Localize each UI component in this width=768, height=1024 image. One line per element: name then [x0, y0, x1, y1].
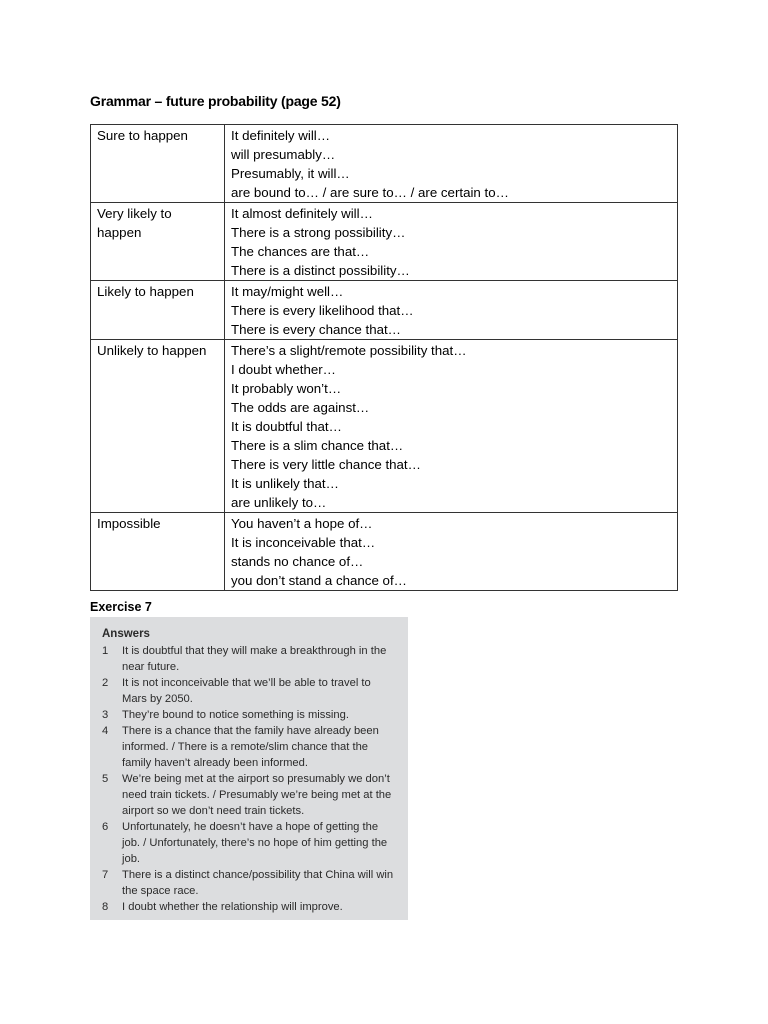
answer-item: [102, 643, 396, 675]
answer-item: [102, 723, 396, 771]
expression-text: There’s a slight/remote possibility that…: [231, 343, 467, 358]
expression-text: There is very little chance that…: [231, 457, 421, 472]
expressions-cell: [225, 281, 678, 340]
answers-heading: Answers: [102, 628, 150, 640]
expressions-cell: [225, 125, 678, 203]
table-row: [91, 125, 678, 203]
table-row: [91, 281, 678, 340]
expression-text: There is a strong possibility…: [231, 225, 406, 240]
answer-text: I doubt whether the relationship will improve.: [122, 901, 343, 913]
expression-text: It is doubtful that…: [231, 419, 342, 434]
answer-item: [102, 867, 396, 899]
answer-text: It is doubtful that they will make a breakthrough in the near future.: [122, 645, 387, 673]
answer-text: We’re being met at the airport so presumably we don’t need train tickets. / Presumably we’re being met at the airport so we don’t need train tickets.: [122, 773, 392, 817]
expression-text: It almost definitely will…: [231, 206, 373, 221]
probability-table: [90, 124, 678, 591]
expression-text: are unlikely to…: [231, 495, 327, 510]
answers-box: [90, 617, 408, 920]
expression-text: you don’t stand a chance of…: [231, 573, 407, 588]
expression-text: It probably won’t…: [231, 381, 342, 396]
answer-item: [102, 771, 396, 819]
expression-text: There is every chance that…: [231, 322, 401, 337]
answer-text: There is a chance that the family have already been informed. / There is a remote/slim chance that the family haven’t already been informed.: [122, 725, 379, 769]
table-row: [91, 513, 678, 591]
expression-text: stands no chance of…: [231, 554, 364, 569]
answer-number: 6: [102, 821, 109, 833]
table-row: [91, 203, 678, 281]
expression-text: Presumably, it will…: [231, 166, 350, 181]
expression-text: There is every likelihood that…: [231, 303, 414, 318]
probability-table-body: [91, 125, 678, 591]
answer-item: [102, 899, 396, 915]
expression-text: It definitely will…: [231, 128, 331, 143]
answer-number: 2: [102, 677, 109, 689]
answer-text: It is not inconceivable that we’ll be able to travel to Mars by 2050.: [122, 677, 371, 705]
answer-text: Unfortunately, he doesn’t have a hope of getting the job. / Unfortunately, there’s no hope of him getting the job.: [122, 821, 388, 865]
exercise-title: Exercise 7: [90, 600, 152, 614]
expressions-cell: [225, 340, 678, 513]
expression-text: There is a distinct possibility…: [231, 263, 410, 278]
page-title: Grammar – future probability (page 52): [90, 93, 341, 109]
expression-text: You haven’t a hope of…: [231, 516, 373, 531]
expression-text: The odds are against…: [231, 400, 370, 415]
answer-number: 4: [102, 725, 109, 737]
expressions-cell: [225, 203, 678, 281]
answer-text: There is a distinct chance/possibility that China will win the space race.: [122, 869, 394, 897]
expressions-cell: [225, 513, 678, 591]
expression-text: There is a slim chance that…: [231, 438, 404, 453]
answers-list: [102, 643, 396, 915]
category-cell: Likely to happen: [91, 281, 225, 340]
answer-number: 5: [102, 773, 109, 785]
table-row: [91, 340, 678, 513]
answer-number: 8: [102, 901, 109, 913]
answer-item: [102, 819, 396, 867]
answer-number: 7: [102, 869, 109, 881]
answer-number: 1: [102, 645, 109, 657]
expression-text: It is unlikely that…: [231, 476, 339, 491]
category-cell: Unlikely to happen: [91, 340, 225, 513]
expression-text: It is inconceivable that…: [231, 535, 376, 550]
category-cell: Sure to happen: [91, 125, 225, 203]
answer-item: [102, 707, 396, 723]
answer-number: 3: [102, 709, 109, 721]
category-cell: Impossible: [91, 513, 225, 591]
answer-item: [102, 675, 396, 707]
expression-text: are bound to… / are sure to… / are certain to…: [231, 185, 509, 200]
expression-text: The chances are that…: [231, 244, 370, 259]
answer-text: They’re bound to notice something is missing.: [122, 709, 349, 721]
category-cell: Very likely to happen: [91, 203, 225, 281]
expression-text: I doubt whether…: [231, 362, 336, 377]
expression-text: It may/might well…: [231, 284, 344, 299]
expression-text: will presumably…: [231, 147, 336, 162]
